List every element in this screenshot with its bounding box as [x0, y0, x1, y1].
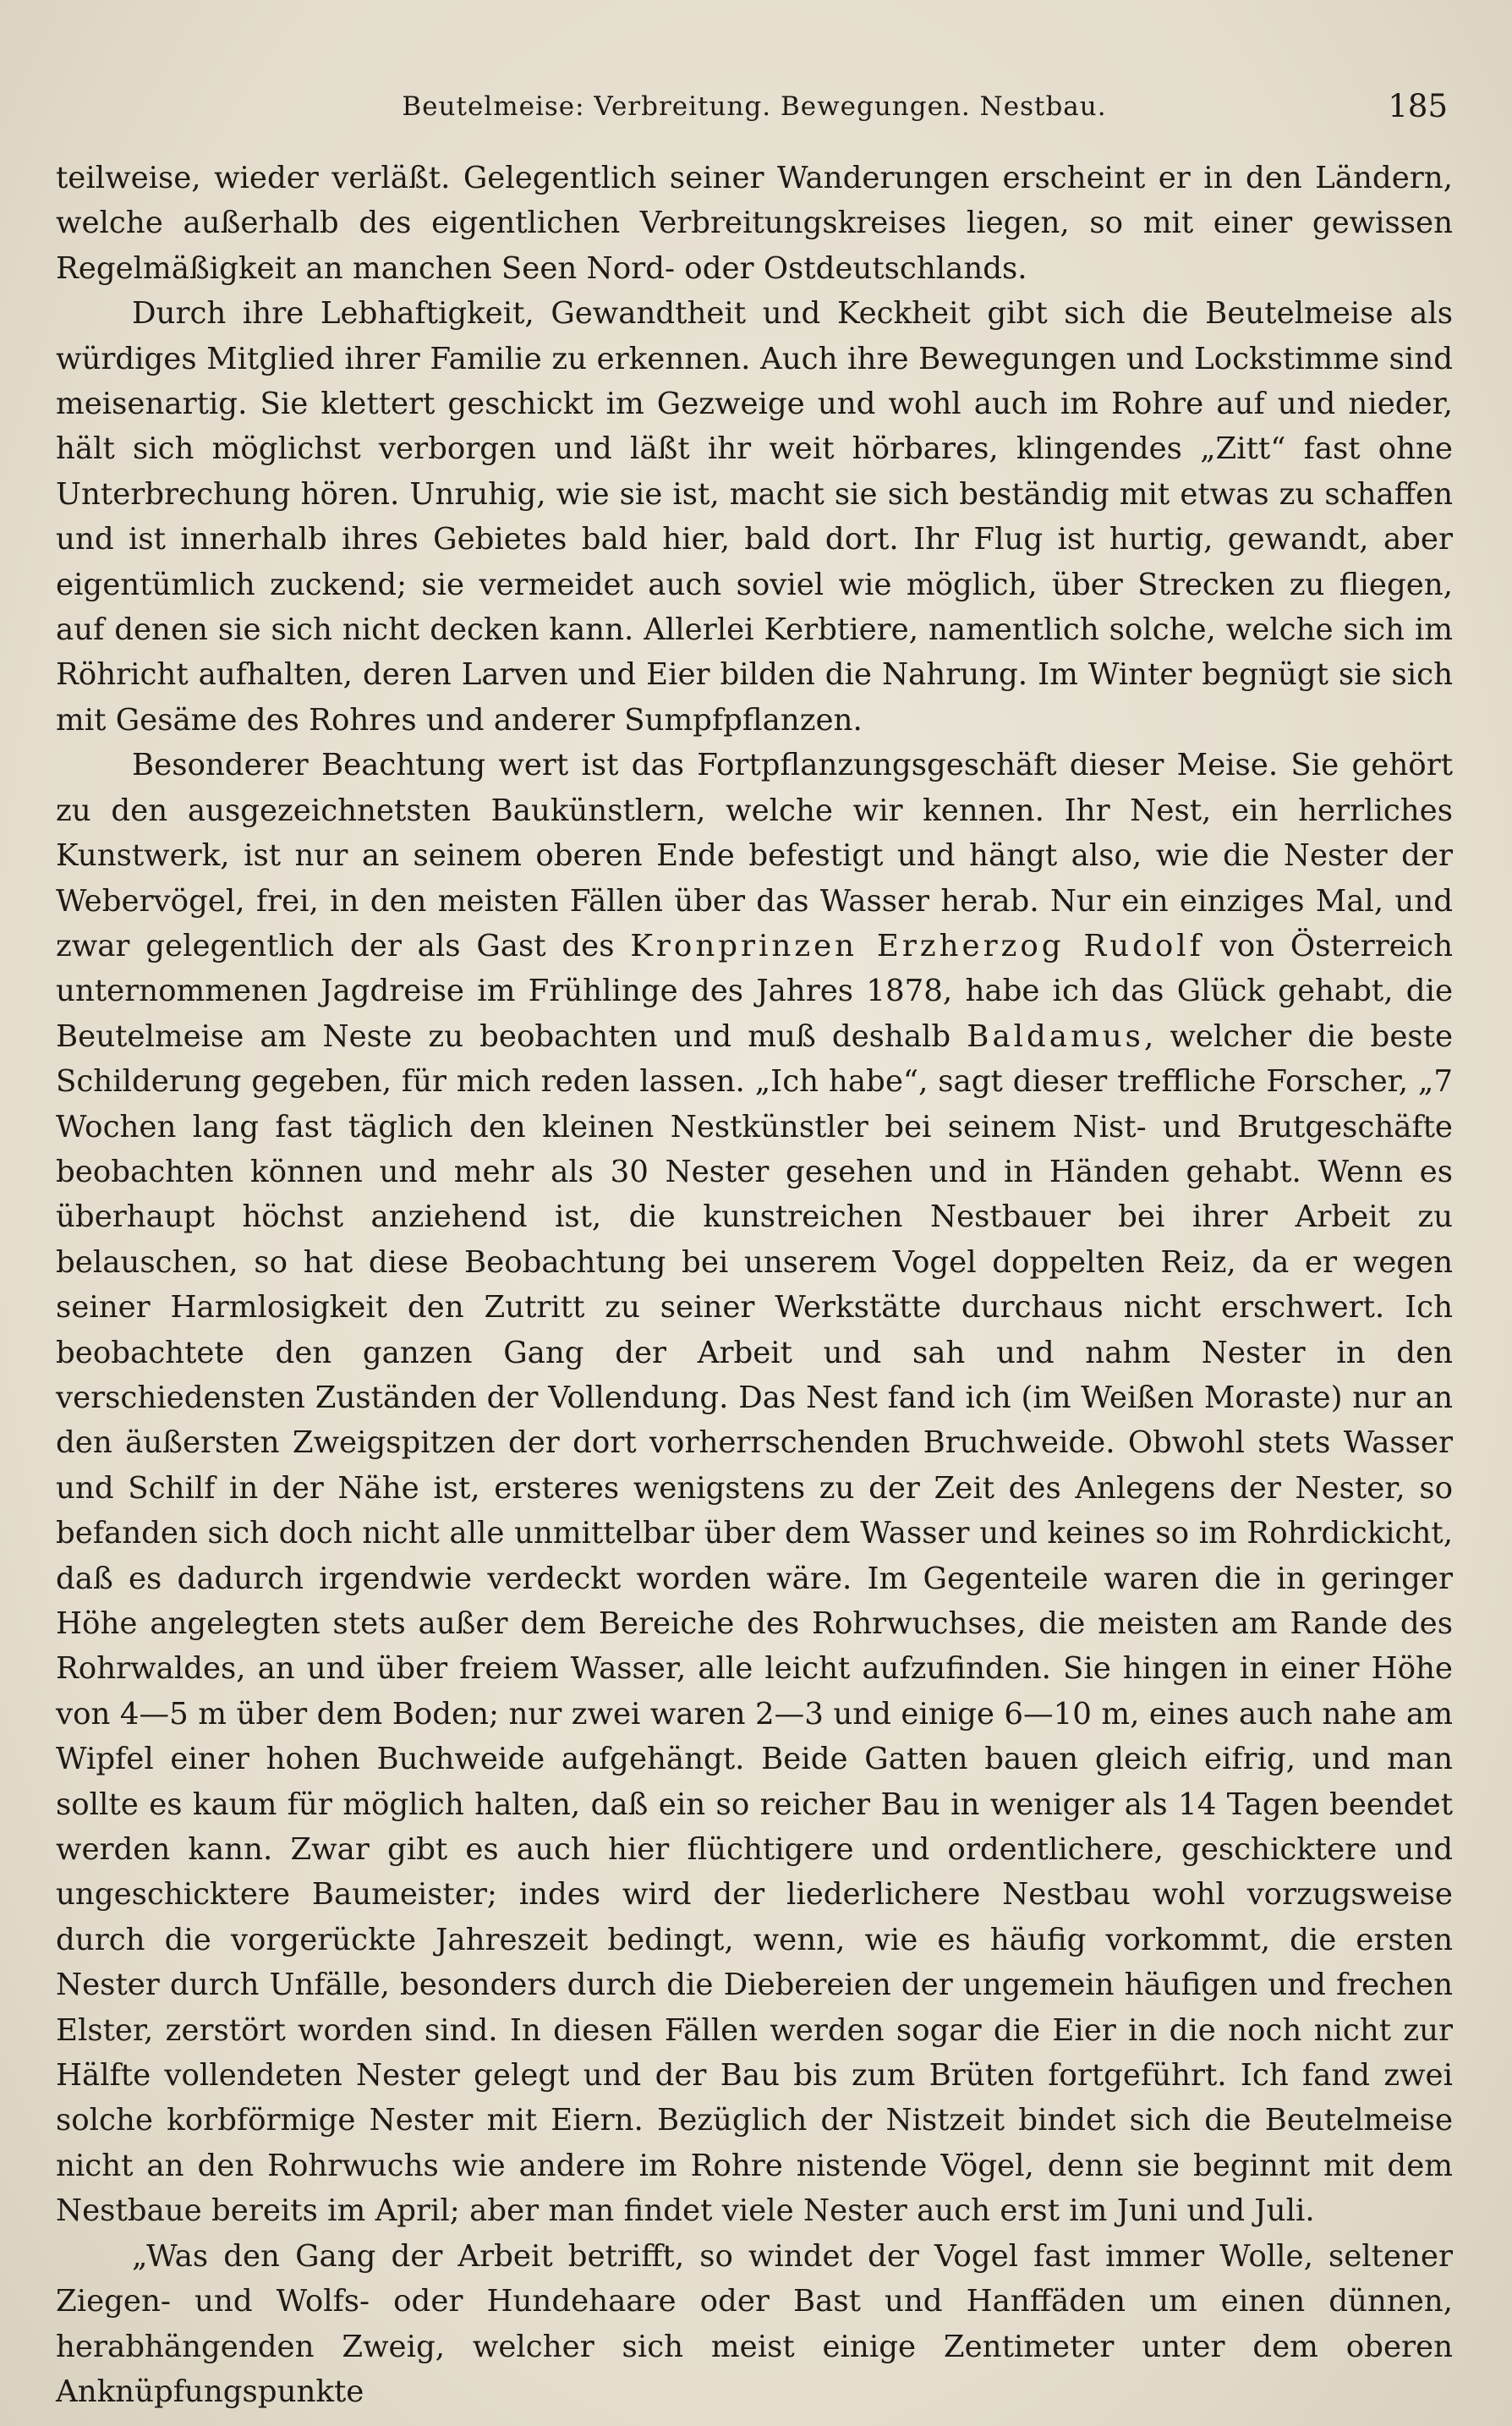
running-head	[56, 88, 1453, 134]
paragraph-3-text-b: von Österreich unternommenen Jagdreise im Frühlinge des Jahres 1878, habe ich das Glück gehabt, die Beutelmeise am Neste zu beobachten und muß deshalb	[56, 928, 1453, 1054]
page-number: 185	[1388, 88, 1448, 124]
paragraph-3	[56, 743, 1453, 2233]
paragraph-3-text-c: , welcher die beste Schilderung gegeben, für mich reden lassen. „Ich habe“, sagt dieser treffliche Forscher, „7 Wochen lang fast täglich den kleinen Nestkünstler bei seinem Nist- und Brutgeschäfte beobachten können und mehr als 30 Nester gesehen und in Händen gehabt. Wenn es überhaupt höchst anziehend ist, die kunstreichen Nestbauer bei ihrer Arbeit zu belauschen, so hat diese Beobachtung bei unserem Vogel doppelten Reiz, da er wegen seiner Harmlosigkeit den Zutritt zu seiner Werkstätte durchaus nicht erschwert. Ich beobachtete den ganzen Gang der Arbeit und sah und nahm Nester in den verschiedensten Zuständen der Vollendung. Das Nest fand ich (im Weißen Moraste) nur an den äußersten Zweigspitzen der dort vorherrschenden Bruchweide. Obwohl stets Wasser und Schilf in der Nähe ist, ersteres wenigstens zu der Zeit des Anlegens der Nester, so befanden sich doch nicht alle unmittelbar über dem Wasser und keines so im Rohrdickicht, daß es dadurch irgendwie verdeckt worden wäre. Im Gegenteile waren die in geringer Höhe angelegten stets außer dem Bereiche des Rohrwuchses, die meisten am Rande des Rohrwaldes, an und über freiem Wasser, alle leicht aufzufinden. Sie hingen in einer Höhe von 4—5 m über dem Boden; nur zwei waren 2—3 und einige 6—10 m, eines auch nahe am Wipfel einer hohen Buchweide aufgehängt. Beide Gatten bauen gleich eifrig, und man sollte es kaum für möglich halten, daß ein so reicher Bau in weniger als 14 Tagen beendet werden kann. Zwar gibt es auch hier flüchtigere und ordentlichere, geschicktere und ungeschicktere Baumeister; indes wird der liederlichere Nestbau wohl vorzugsweise durch die vorgerückte Jahreszeit bedingt, wenn, wie es häufig vorkommt, die ersten Nester durch Unfälle, besonders durch die Diebereien der ungemein häufigen und frechen Elster, zerstört worden sind. In diesen Fällen werden sogar die Eier in die noch nicht zur Hälfte vollendeten Nester gelegt und der Bau bis zum Brüten fortgeführt. Ich fand zwei solche korbförmige Nester mit Eiern. Bezüglich der Nistzeit bindet sich die Beutelmeise nicht an den Rohrwuchs wie andere im Rohre nistende Vögel, denn sie beginnt mit dem Nestbaue bereits im April; aber man findet viele Nester auch erst im Juni und Juli.	[56, 1018, 1453, 2229]
spaced-name-baldamus: Baldamus	[967, 1018, 1144, 1054]
paragraph-1: teilweise, wieder verläßt. Gelegentlich seiner Wanderungen erscheint er in den Ländern, welche außerhalb des eigentlichen Verbreitungskreises liegen, so mit einer gewissen Regelmäßigkeit an manchen Seen Nord- oder Ostdeutschlands.	[56, 161, 1453, 286]
running-title: Beutelmeise: Verbreitung. Bewegungen. Nestbau.	[402, 91, 1107, 122]
body-text	[56, 156, 1453, 2414]
spaced-name-kronprinz: Kronprinzen Erzherzog Rudolf	[630, 928, 1204, 963]
paragraph-4: „Was den Gang der Arbeit betrifft, so windet der Vogel fast immer Wolle, seltener Ziegen- und Wolfs- oder Hundehaare oder Bast und Hanffäden um einen dünnen, herabhängenden Zweig, welcher sich meist einige Zentimeter unter dem oberen Anknüpfungspunkte	[56, 2238, 1453, 2409]
paragraph-2: Durch ihre Lebhaftigkeit, Gewandtheit und Keckheit gibt sich die Beutelmeise als würdiges Mitglied ihrer Familie zu erkennen. Auch ihre Bewegungen und Lockstimme sind meisenartig. Sie klettert geschickt im Gezweige und wohl auch im Rohre auf und nieder, hält sich möglichst verborgen und läßt ihr weit hörbares, klingendes „Zitt“ fast ohne Unterbrechung hören. Unruhig, wie sie ist, macht sie sich beständig mit etwas zu schaffen und ist innerhalb ihres Gebietes bald hier, bald dort. Ihr Flug ist hurtig, gewandt, aber eigentümlich zuckend; sie vermeidet auch soviel wie möglich, über Strecken zu fliegen, auf denen sie sich nicht decken kann. Allerlei Kerbtiere, namentlich solche, welche sich im Röhricht aufhalten, deren Larven und Eier bilden die Nahrung. Im Winter begnügt sie sich mit Gesäme des Rohres und anderer Sumpfpflanzen.	[56, 296, 1453, 738]
paragraph-3-text-a: Besonderer Beachtung wert ist das Fortpflanzungsgeschäft dieser Meise. Sie gehört zu den ausgezeichnetsten Baukünstlern, welche wir kennen. Ihr Nest, ein herrliches Kunstwerk, ist nur an seinem oberen Ende befestigt und hängt also, wie die Nester der Webervögel, frei, in den meisten Fällen über das Wasser herab. Nur ein einziges Mal, und zwar gelegentlich der als Gast des	[56, 748, 1453, 963]
